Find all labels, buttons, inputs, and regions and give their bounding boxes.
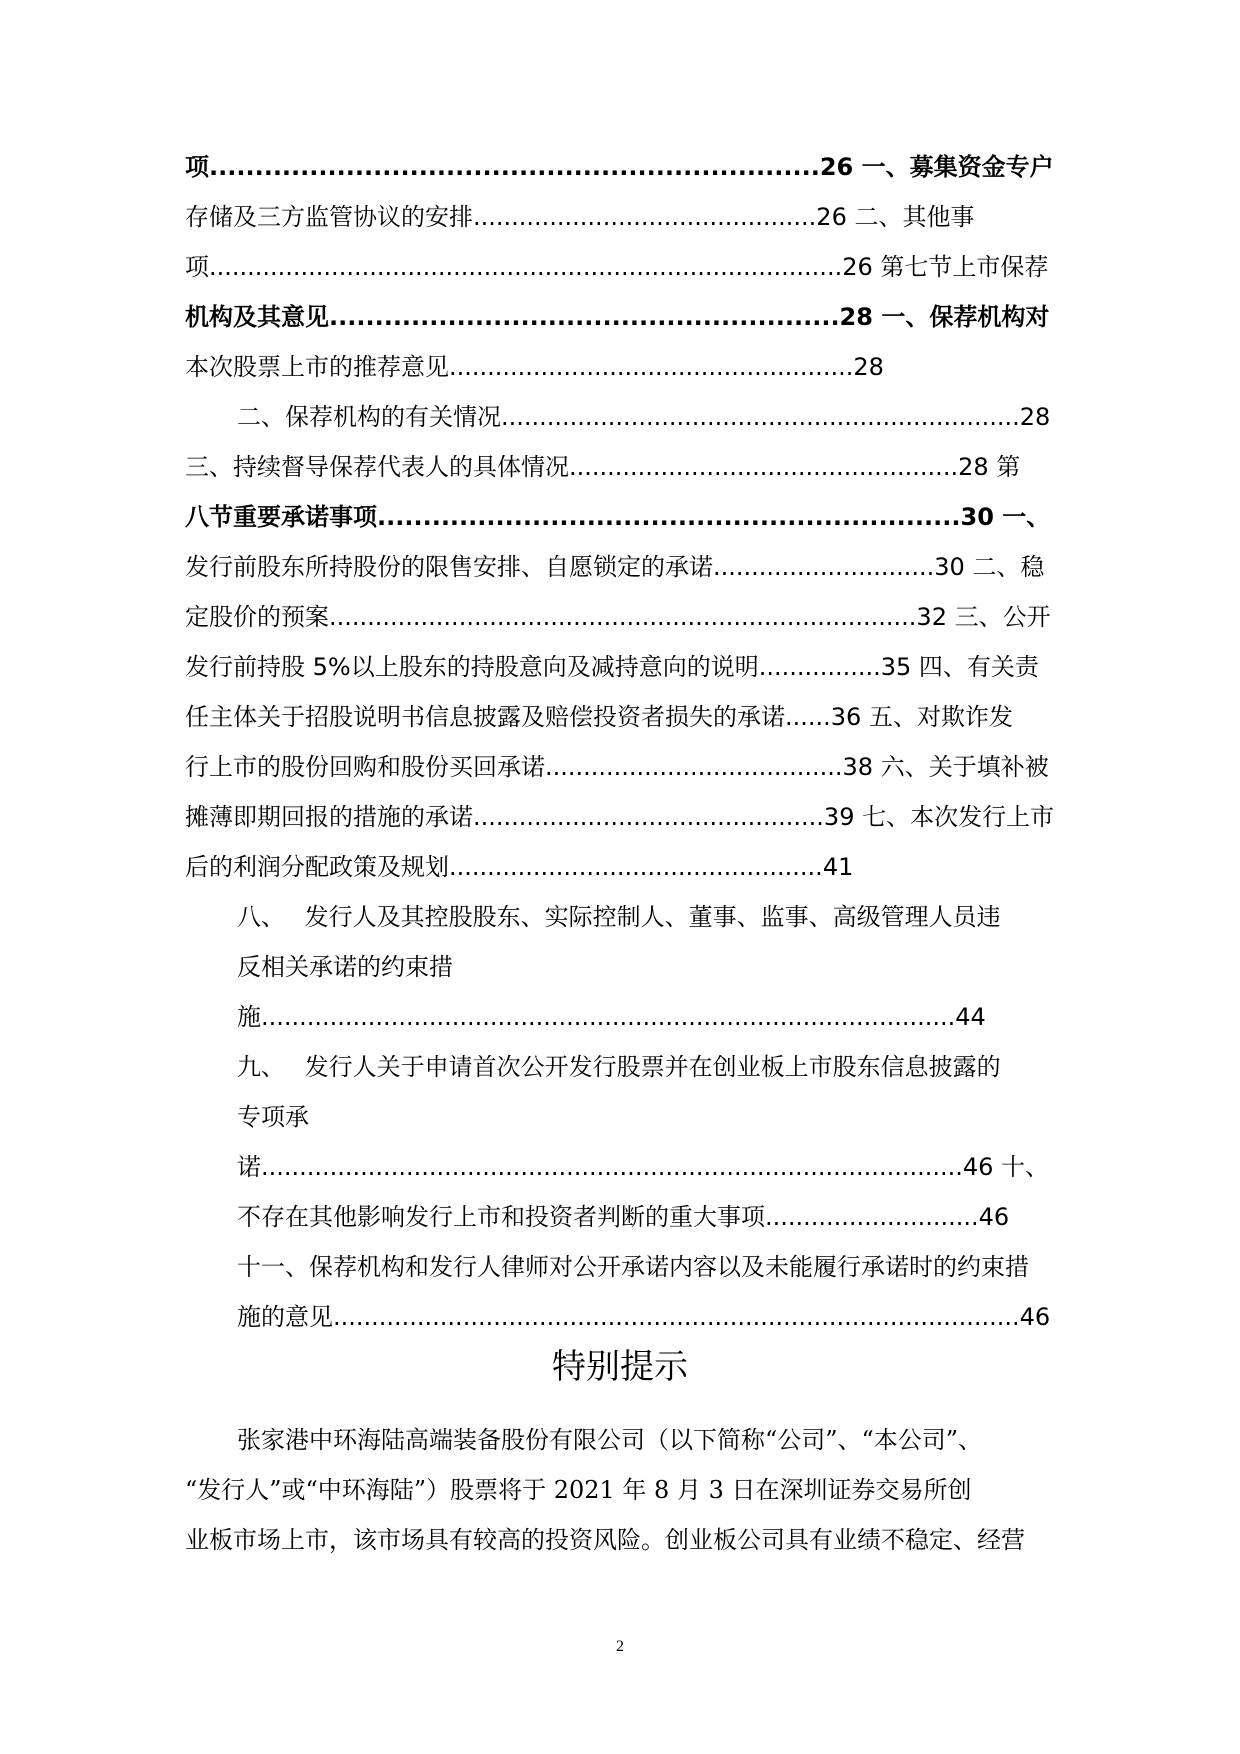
toc-line: 八节重要承诺事项................................................................30 一、	[185, 503, 1051, 531]
toc-line: 反相关承诺的约束措	[237, 953, 453, 981]
toc-line: 机构及其意见........................................................28 一、保荐机构对	[185, 303, 1050, 331]
section-heading: 特别提示	[552, 1347, 688, 1387]
toc-line: 摊薄即期回报的措施的承诺..............................................39 七、本次发行上市	[185, 803, 1055, 831]
body-line: “发行人”或“中环海陆”）股票将于 2021 年 8 月 3 日在深圳证券交易所创	[185, 1476, 972, 1504]
toc-line: 存储及三方监管协议的安排.............................................26 二、其他事	[185, 203, 975, 231]
toc-line: 二、保荐机构的有关情况....................................................................28	[237, 403, 1051, 431]
toc-line: 十一、保荐机构和发行人律师对公开承诺内容以及未能履行承诺时的约束措	[237, 1253, 1029, 1281]
toc-line: 任主体关于招股说明书信息披露及赔偿投资者损失的承诺......36 五、对欺诈发	[185, 703, 1013, 731]
toc-line: 行上市的股份回购和股份买回承诺.......................................38 六、关于填补被	[185, 753, 1049, 781]
body-line: 业板市场上市，该市场具有较高的投资风险。创业板公司具有业绩不稳定、经营	[185, 1526, 1025, 1554]
toc-line: 专项承	[237, 1103, 309, 1131]
toc-line: 九、 发行人关于申请首次公开发行股票并在创业板上市股东信息披露的	[237, 1053, 1001, 1081]
toc-line: 后的利润分配政策及规划.................................................41	[185, 853, 854, 881]
toc-line: 项...................................................................................26 第七节上市保荐	[185, 253, 1049, 281]
toc-line: 八、 发行人及其控股股东、实际控制人、董事、监事、高级管理人员违	[237, 903, 1001, 931]
toc-line: 施的意见..........................................................................................46	[237, 1303, 1051, 1331]
page-number: 2	[616, 1638, 624, 1655]
toc-line: 不存在其他影响发行上市和投资者判断的重大事项............................46	[237, 1203, 1010, 1231]
toc-line: 发行前股东所持股份的限售安排、自愿锁定的承诺.............................30 二、稳	[185, 553, 1045, 581]
toc-line: 发行前持股 5%以上股东的持股意向及减持意向的说明................35 四、有关责	[185, 653, 1039, 681]
toc-line: 本次股票上市的推荐意见.....................................................28	[185, 353, 884, 381]
toc-line: 诺............................................................................................46 十、	[237, 1153, 1050, 1181]
toc-line: 三、持续督导保荐代表人的具体情况...................................................28 第	[185, 453, 1021, 481]
body-line: 张家港中环海陆高端装备股份有限公司（以下简称“公司”、“本公司”、	[237, 1426, 983, 1454]
toc-line: 项...................................................................26 一、募集资金专户	[185, 153, 1054, 181]
toc-line: 定股价的预案.............................................................................32 三、公开	[185, 603, 1051, 631]
toc-line: 施...........................................................................................44	[237, 1003, 986, 1031]
